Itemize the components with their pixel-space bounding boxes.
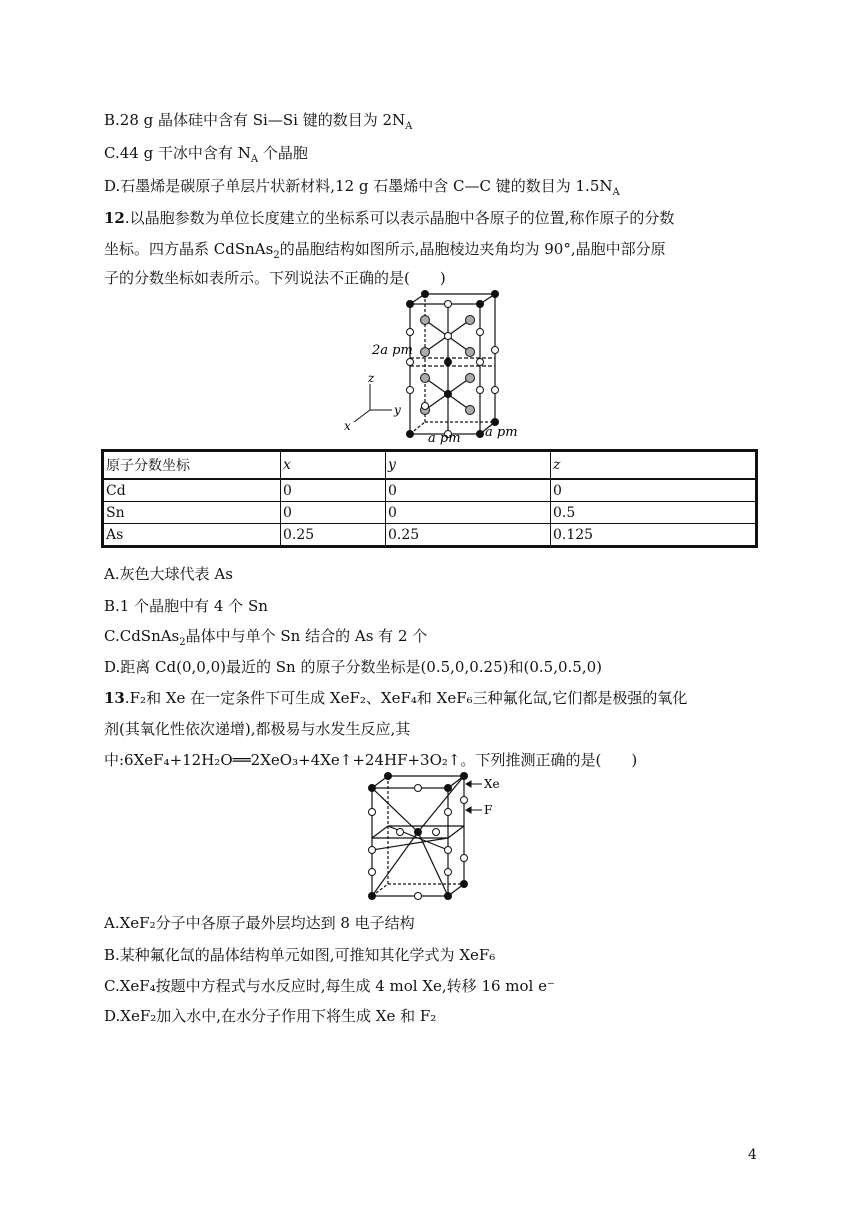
cdsnas2-unit-cell-figure — [330, 290, 530, 445]
page-number: 4 — [748, 1147, 757, 1163]
table-cell: 0 — [386, 479, 551, 502]
label-a-pm-1: a pm — [428, 431, 461, 445]
table-header-cell: x — [281, 451, 386, 480]
label-2a-pm: 2a pm — [372, 343, 413, 358]
table-row — [103, 479, 757, 502]
table-cell: 0.5 — [551, 502, 757, 524]
q12-option-c: C.CdSnAs$_2$晶体中与单个 Sn 结合的 As 有 2 个 — [104, 627, 428, 648]
axes-icon — [354, 384, 392, 422]
table-cell: Cd — [103, 479, 281, 502]
table-row — [103, 502, 757, 524]
q11-option-b: B.28 g 晶体硅中含有 Si—Si 键的数目为 $2N_A$ — [104, 111, 413, 132]
axis-x-label: x — [344, 419, 351, 433]
q13-stem-line3: 中:6XeF₄+12H₂O══2XeO₃+4Xe↑+24HF+3O₂↑。下列推测正确的是( ) — [104, 751, 638, 769]
q13-stem-line1: 13.F₂和 Xe 在一定条件下可生成 XeF₂、XeF₄和 XeF₆三种氟化氙,它们都是极强的氧化 — [104, 689, 688, 707]
table-cell: 0 — [281, 502, 386, 524]
q12-stem-line2: 坐标。四方晶系 CdSnAs$_2$的晶胞结构如图所示,晶胞棱边夹角均为 90°,晶胞中部分原 — [104, 240, 666, 261]
table-cell: 0 — [551, 479, 757, 502]
xef-crystal-unit-figure — [360, 772, 510, 904]
table-header-cell: y — [386, 451, 551, 480]
table-header-row — [103, 451, 757, 480]
q12-stem-line1: 12.以晶胞参数为单位长度建立的坐标系可以表示晶胞中各原子的位置,称作原子的分数 — [104, 209, 675, 227]
label-f: F — [484, 803, 493, 817]
table-header-cell: 原子分数坐标 — [103, 451, 281, 480]
table-cell: 0 — [386, 502, 551, 524]
fractional-coordinate-table — [101, 449, 758, 548]
table-cell: 0.25 — [386, 524, 551, 547]
arrow-icon — [466, 781, 482, 813]
label-a-pm-2: a pm — [485, 425, 518, 440]
axis-y-label: y — [394, 403, 401, 417]
table-cell: Sn — [103, 502, 281, 524]
atoms — [407, 291, 499, 438]
q11-option-c: C.44 g 干冰中含有 $N_A$ 个晶胞 — [104, 144, 308, 165]
label-xe: Xe — [484, 777, 500, 791]
q11-option-d: D.石墨烯是碳原子单层片状新材料,12 g 石墨烯中含 C—C 键的数目为 $1.5N_A$ — [104, 177, 620, 198]
table-cell: 0 — [281, 479, 386, 502]
q13-option-b: B.某种氟化氙的晶体结构单元如图,可推知其化学式为 XeF₆ — [104, 946, 496, 964]
q13-stem-line2: 剂(其氧化性依次递增),都极易与水发生反应,其 — [104, 720, 411, 738]
q13-option-a: A.XeF₂分子中各原子最外层均达到 8 电子结构 — [104, 914, 415, 932]
table-cell: As — [103, 524, 281, 547]
q13-option-d: D.XeF₂加入水中,在水分子作用下将生成 Xe 和 F₂ — [104, 1007, 437, 1025]
table-row — [103, 524, 757, 547]
q12-option-a: A.灰色大球代表 As — [104, 565, 233, 583]
q12-option-d: D.距离 Cd(0,0,0)最近的 Sn 的原子分数坐标是(0.5,0,0.25)和(0.5,0.5,0) — [104, 658, 602, 676]
table-cell: 0.125 — [551, 524, 757, 547]
q12-option-b: B.1 个晶胞中有 4 个 Sn — [104, 597, 268, 615]
axis-z-label: z — [368, 371, 375, 385]
q13-option-c: C.XeF₄按题中方程式与水反应时,每生成 4 mol Xe,转移 16 mol e⁻ — [104, 977, 555, 995]
table-cell: 0.25 — [281, 524, 386, 547]
table-header-cell: z — [551, 451, 757, 480]
q12-stem-line3: 子的分数坐标如表所示。下列说法不正确的是( ) — [104, 269, 446, 287]
